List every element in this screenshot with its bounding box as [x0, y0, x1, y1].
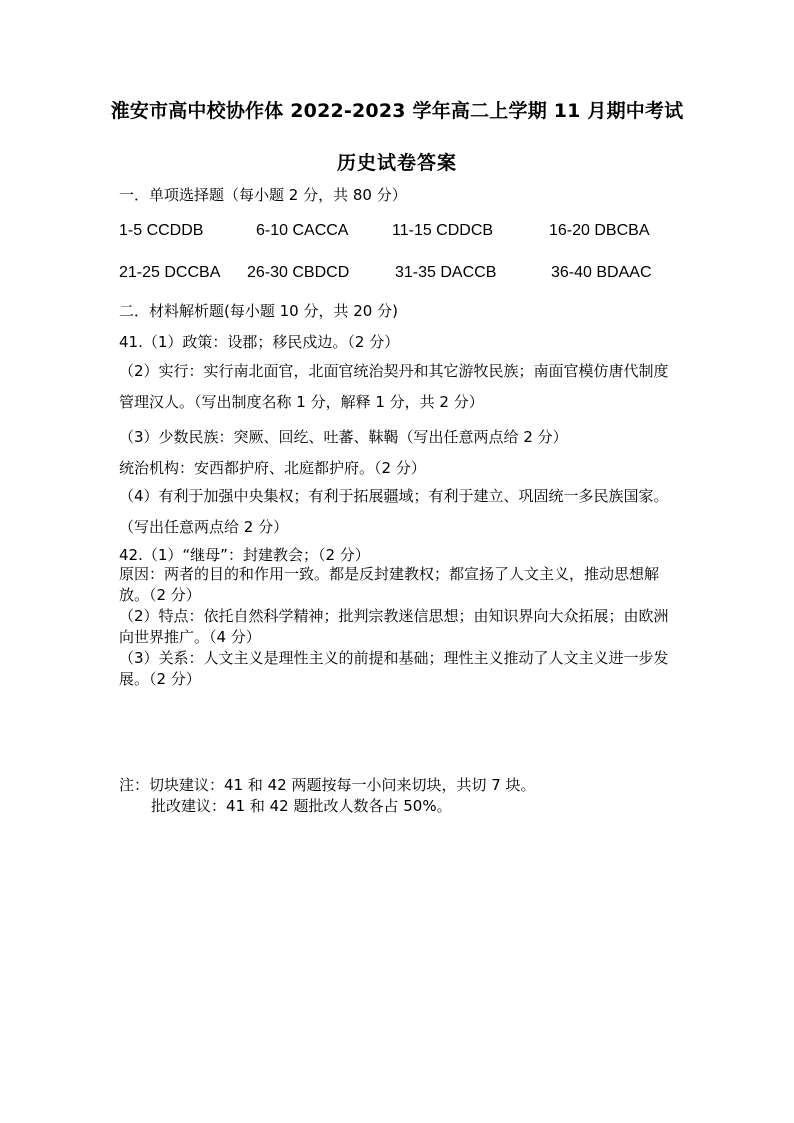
- answer-group: 1-5 CCDDB: [119, 222, 204, 239]
- q42-part3: （3）关系：人文主义是理性主义的前提和基础；理性主义推动了人文主义进一步发展。（2 分）: [119, 649, 669, 688]
- q42-reason: 原因：两者的目的和作用一致。都是反封建教权；都宣扬了人文主义，推动思想解放。（2 分）: [119, 565, 660, 604]
- answer-group: 11-15 CDDCB: [392, 222, 494, 239]
- q42-part2: （2）特点：依托自然科学精神；批判宗教迷信思想；由知识界向大众拓展；由欧洲向世界推广。（4 分）: [119, 607, 669, 646]
- answer-group: 6-10 CACCA: [256, 222, 349, 239]
- document-subtitle: 历史试卷答案: [336, 152, 457, 174]
- section2-heading: 二．材料解析题(每小题 10 分，共 20 分): [119, 302, 398, 320]
- note-cutting: 注：切块建议：41 和 42 两题按每一小问来切块，共切 7 块。: [119, 776, 536, 794]
- answer-group: 31-35 DACCB: [395, 264, 497, 281]
- section1-heading: 一．单项选择题（每小题 2 分，共 80 分）: [119, 186, 407, 204]
- answer-group: 16-20 DBCBA: [549, 222, 650, 239]
- q41-part2: （2）实行：实行南北面官，北面官统治契丹和其它游牧民族；南面官模仿唐代制度管理汉人。（写出制度名称 1 分，解释 1 分，共 2 分）: [119, 362, 669, 411]
- answer-group: 21-25 DCCBA: [119, 264, 221, 281]
- document-title: 淮安市高中校协作体 2022-2023 学年高二上学期 11 月期中考试: [110, 100, 684, 122]
- q41-part4: 统治机构：安西都护府、北庭都护府。（2 分）: [119, 459, 426, 477]
- q42-part1: 42.（1）“继母”：封建教会；（2 分）: [119, 546, 370, 564]
- answer-group: 36-40 BDAAC: [551, 264, 652, 281]
- q41-part3: （3）少数民族：突厥、回纥、吐蕃、靺鞨（写出任意两点给 2 分）: [119, 428, 568, 446]
- note-grading: 批改建议：41 和 42 题批改人数各占 50%。: [151, 797, 452, 815]
- q41-part5: （4）有利于加强中央集权；有利于拓展疆域；有利于建立、巩固统一多民族国家。（写出任意两点给 2 分）: [119, 487, 669, 536]
- answer-group: 26-30 CBDCD: [247, 264, 350, 281]
- q41-part1: 41.（1）政策：设郡；移民戍边。（2 分）: [119, 333, 400, 351]
